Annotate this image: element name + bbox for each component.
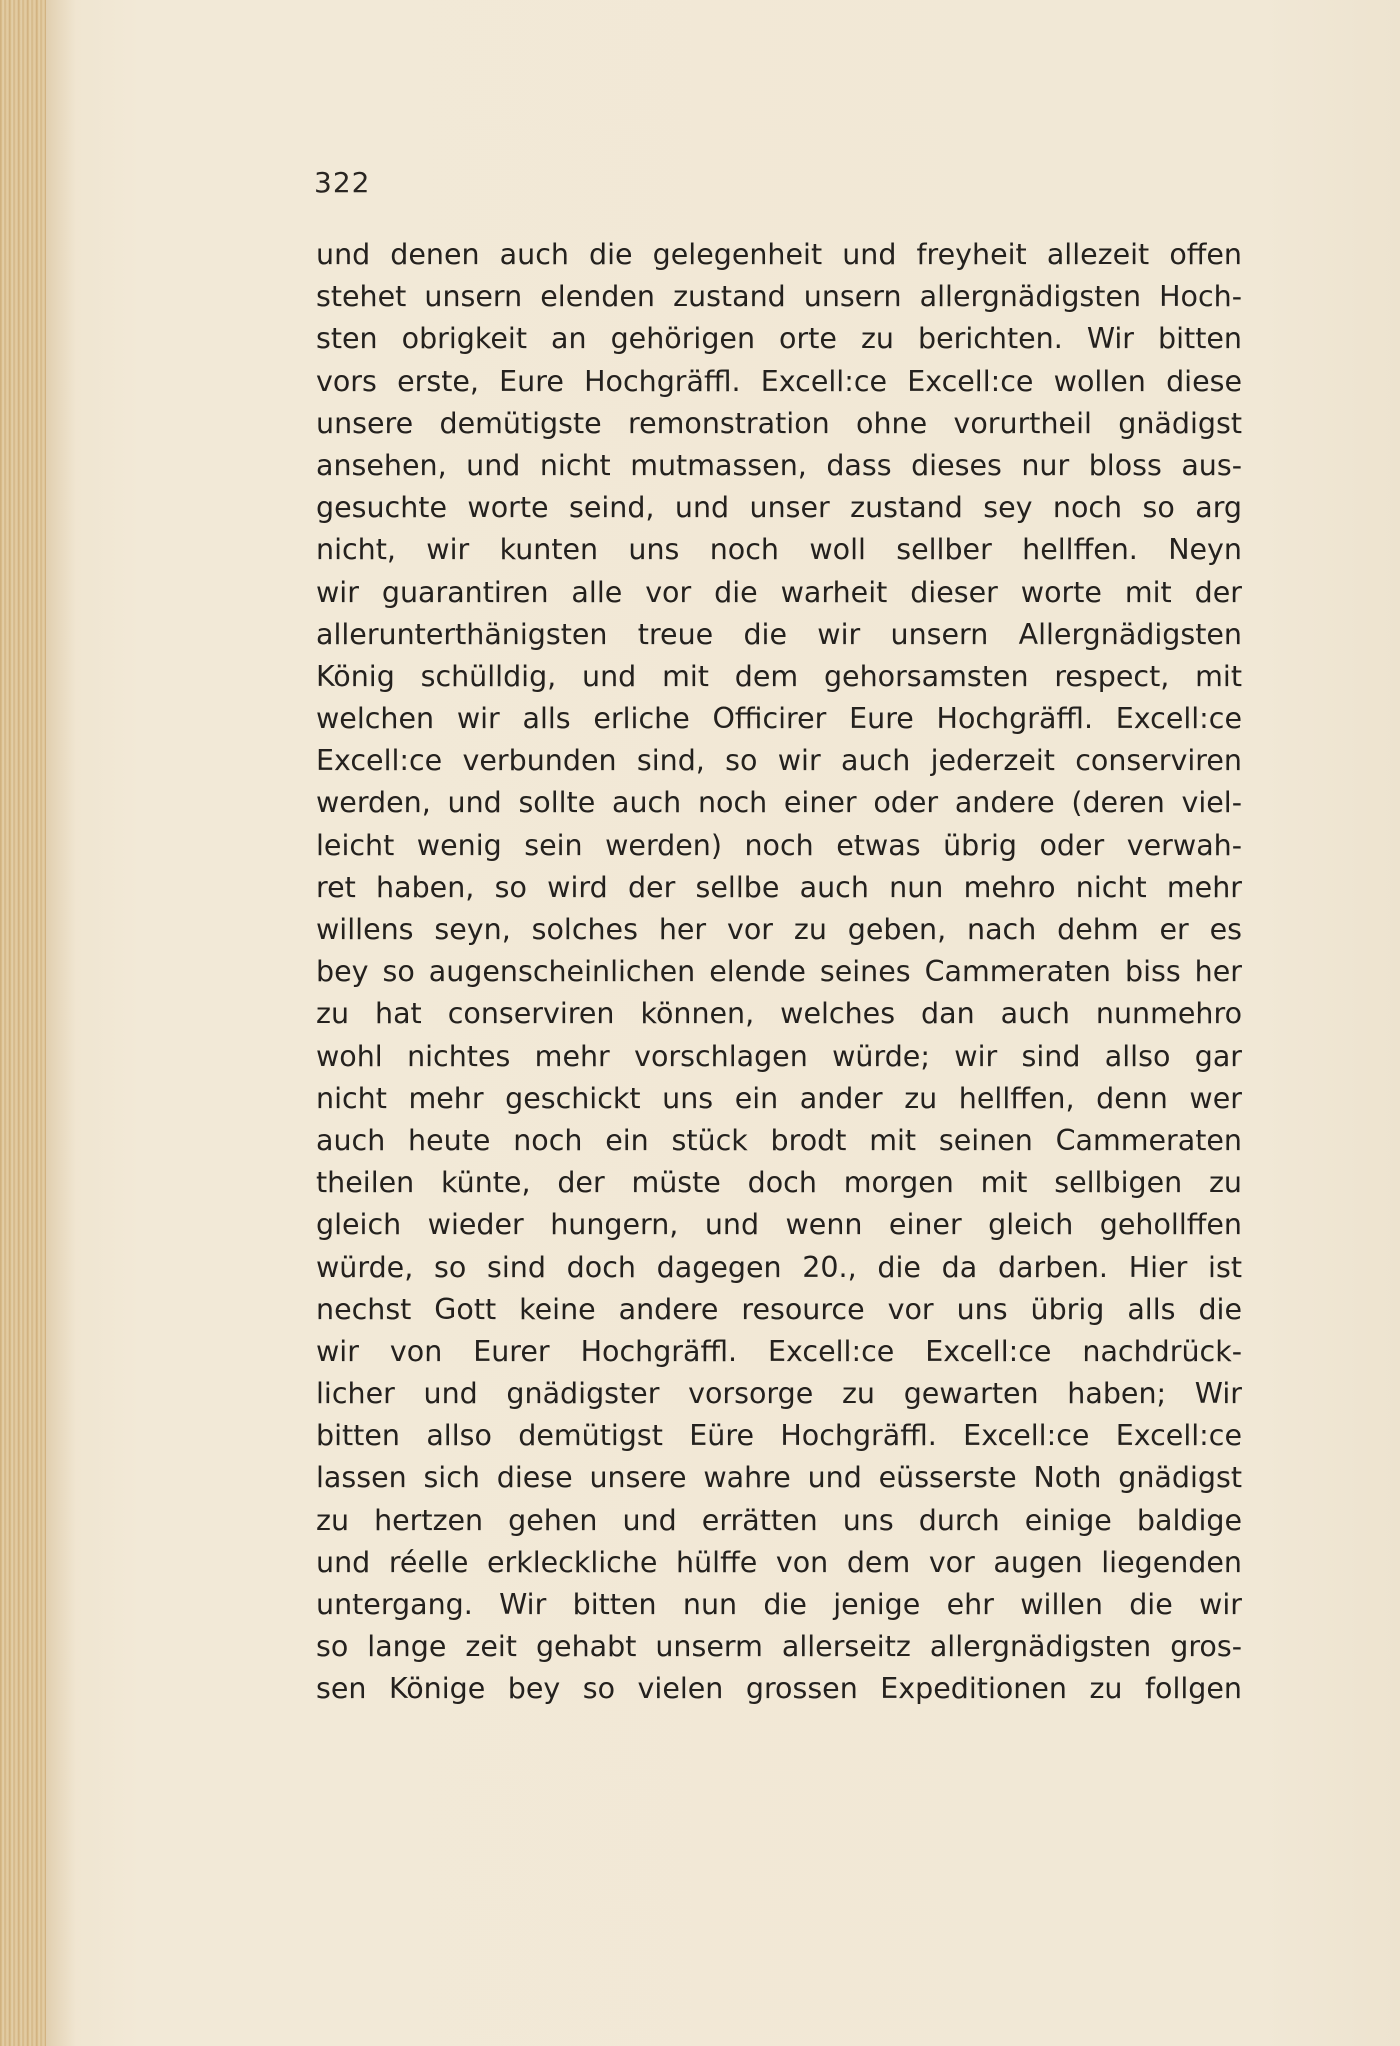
text-line: gleich wieder hungern, und wenn einer gleich gehollffen (316, 1208, 1242, 1242)
text-line: wohl nichtes mehr vorschlagen würde; wir sind allso gar (316, 1039, 1242, 1073)
text-line: auch heute noch ein stück brodt mit seinen Cammeraten (316, 1123, 1242, 1157)
text-line: König schülldig, und mit dem gehorsamsten respect, mit (316, 659, 1242, 693)
text-line: würde, so sind doch dagegen 20., die da darben. Hier ist (316, 1250, 1242, 1284)
text-line: nechst Gott keine andere resource vor uns übrig alls die (316, 1292, 1242, 1326)
text-line: wir von Eurer Hochgräffl. Excell:ce Excell:ce nachdrück- (316, 1334, 1242, 1368)
text-line: Excell:ce verbunden sind, so wir auch jederzeit conserviren (316, 744, 1242, 778)
text-line: willens seyn, solches her vor zu geben, nach dehm er es (316, 913, 1242, 946)
text-line: vors erste, Eure Hochgräffl. Excell:ce Excell:ce wollen diese (316, 364, 1242, 398)
text-line: nicht mehr geschickt uns ein ander zu hellffen, denn wer (316, 1081, 1242, 1115)
text-line: ret haben, so wird der sellbe auch nun mehro nicht mehr (316, 870, 1242, 904)
text-line: so lange zeit gehabt unserm allerseitz allergnädigsten gros- (316, 1630, 1242, 1664)
page-edge-shadow (46, 0, 76, 2046)
text-line: ansehen, und nicht mutmassen, dass dieses nur bloss aus- (316, 448, 1242, 482)
text-line: stehet unsern elenden zustand unsern allergnädigsten Hoch- (316, 280, 1242, 314)
text-line: allerunterthänigsten treue die wir unsern Allergnädigsten (316, 617, 1242, 651)
text-line: welchen wir alls erliche Officirer Eure Hochgräffl. Excell:ce (316, 702, 1242, 736)
text-line: lassen sich diese unsere wahre und eüsserste Noth gnädigst (316, 1461, 1242, 1495)
text-line: unsere demütigste remonstration ohne vorurtheil gnädigst (316, 406, 1242, 440)
text-line: zu hertzen gehen und errätten uns durch einige baldige (316, 1503, 1242, 1537)
text-line: theilen künte, der müste doch morgen mit sellbigen zu (316, 1166, 1242, 1200)
text-line: werden, und sollte auch noch einer oder andere (deren viel- (316, 786, 1242, 820)
text-line: wir guarantiren alle vor die warheit dieser worte mit der (316, 575, 1242, 609)
text-line: bitten allso demütigst Eüre Hochgräffl. Excell:ce Excell:ce (316, 1419, 1242, 1453)
page-number: 322 (314, 166, 371, 199)
text-line: sten obrigkeit an gehörigen orte zu berichten. Wir bitten (316, 322, 1242, 356)
text-line: licher und gnädigster vorsorge zu gewarten haben; Wir (316, 1377, 1242, 1411)
text-line: zu hat conserviren können, welches dan auch nunmehro (316, 997, 1242, 1031)
text-line: gesuchte worte seind, und unser zustand sey noch so arg (316, 491, 1242, 525)
page-edge (0, 0, 46, 2046)
text-line: untergang. Wir bitten nun die jenige ehr willen die wir (316, 1588, 1242, 1621)
text-line: sen Könige bey so vielen grossen Expeditionen zu follgen (316, 1672, 1242, 1706)
text-line: leicht wenig sein werden) noch etwas übrig oder verwah- (316, 828, 1242, 862)
text-line: bey so augenscheinlichen elende seines Cammeraten biss her (316, 955, 1242, 989)
text-line: und denen auch die gelegenheit und freyheit allezeit offen (316, 238, 1242, 271)
body-text (316, 234, 1242, 1711)
text-line: und réelle erkleckliche hülffe von dem vor augen liegenden (316, 1545, 1242, 1579)
text-line: nicht, wir kunten uns noch woll sellber hellffen. Neyn (316, 533, 1242, 567)
